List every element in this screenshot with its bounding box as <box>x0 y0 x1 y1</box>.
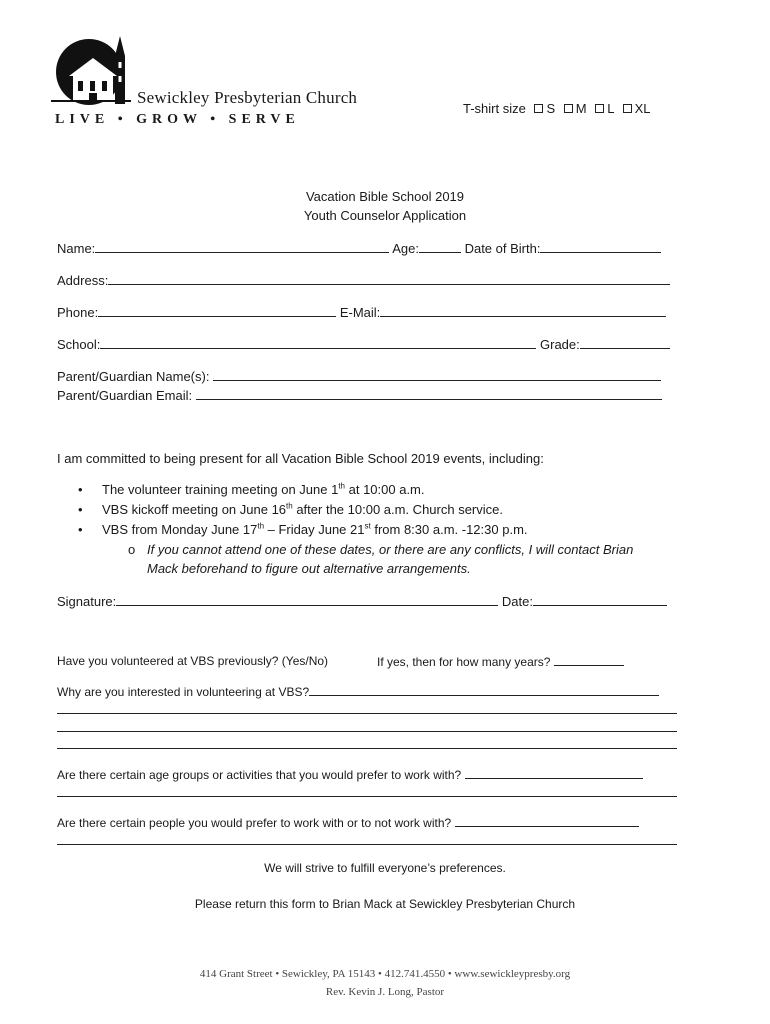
bullet-icon: • <box>78 502 83 517</box>
age-label: Age: <box>392 241 419 256</box>
name-label: Name: <box>57 241 96 256</box>
footer-pastor: Rev. Kevin J. Long, Pastor <box>325 986 445 998</box>
subnote-line: Mack beforehand to figure out alternative arrangements. <box>147 561 471 576</box>
guardian-names-row <box>57 368 661 385</box>
signature-date-label: Date: <box>501 594 533 609</box>
bullet-text: VBS from Monday June 17 <box>102 522 258 537</box>
school-row <box>57 336 670 353</box>
tshirt-xl-label: XL <box>634 101 651 116</box>
signature-date-field[interactable] <box>533 593 667 606</box>
dob-label: Date of Birth: <box>464 241 541 256</box>
bullet-icon: • <box>78 522 83 537</box>
bullet-text: – Friday June 21 <box>264 522 365 537</box>
address-label: Address: <box>57 273 109 288</box>
phone-row <box>57 304 666 321</box>
age-groups-label: Are there certain age groups or activities that you would prefer to work with? <box>57 768 462 782</box>
name-row <box>57 240 661 257</box>
church-motto: LIVE • GROW • SERVE <box>55 112 300 127</box>
bullet-text: The volunteer training meeting on June 1 <box>102 482 339 497</box>
guardian-email-field[interactable] <box>196 387 662 400</box>
grade-label: Grade: <box>540 337 580 352</box>
guardian-names-field[interactable] <box>213 368 661 381</box>
people-answer-line[interactable] <box>57 844 677 845</box>
bullet-text: at 10:00 a.m. <box>345 482 425 497</box>
age-field[interactable] <box>419 240 461 253</box>
church-logo-icon <box>49 36 134 106</box>
tshirt-s-label: S <box>546 101 556 116</box>
subnote-line: If you cannot attend one of these dates, or there are any conflicts, I will contact Brian <box>147 542 634 557</box>
bullet-sup: st <box>364 521 371 531</box>
people-field[interactable] <box>455 815 639 827</box>
age-groups-answer-line[interactable] <box>57 796 677 797</box>
tshirt-size-label: T-shirt size <box>463 101 526 116</box>
guardian-names-label: Parent/Guardian Name(s): <box>57 369 210 384</box>
tshirt-xl-checkbox[interactable] <box>623 104 632 113</box>
commitment-subnote <box>128 540 633 578</box>
commitment-list <box>78 481 528 541</box>
phone-label: Phone: <box>57 305 99 320</box>
sub-bullet-icon: o <box>128 542 136 557</box>
age-groups-row <box>57 767 643 782</box>
people-row <box>57 815 639 830</box>
address-row <box>57 272 670 289</box>
signature-row <box>57 593 667 610</box>
commitment-intro: I am committed to being present for all Vacation Bible School 2019 events, including: <box>57 451 544 466</box>
name-field[interactable] <box>95 240 389 253</box>
why-answer-line[interactable] <box>57 713 677 714</box>
dob-field[interactable] <box>540 240 661 253</box>
guardian-email-row <box>57 387 662 404</box>
church-logo <box>49 36 134 106</box>
list-item <box>78 521 528 541</box>
why-row <box>57 684 659 699</box>
volunteered-question: Have you volunteered at VBS previously? (Yes/No) <box>57 654 329 668</box>
signature-label: Signature: <box>57 594 117 609</box>
address-field[interactable] <box>108 272 670 285</box>
how-many-label: If yes, then for how many years? <box>377 655 551 669</box>
how-many-field[interactable] <box>554 654 624 666</box>
tshirt-l-checkbox[interactable] <box>595 104 604 113</box>
bullet-text: VBS kickoff meeting on June 16 <box>102 502 287 517</box>
bullet-icon: • <box>78 482 83 497</box>
church-name: Sewickley Presbyterian Church <box>137 88 358 107</box>
guardian-email-label: Parent/Guardian Email: <box>57 388 193 403</box>
tshirt-size-row <box>463 101 651 117</box>
tshirt-m-label: M <box>575 101 587 116</box>
bullet-text: from 8:30 a.m. -12:30 p.m. <box>370 522 528 537</box>
bullet-text: after the 10:00 a.m. Church service. <box>292 502 503 517</box>
why-field[interactable] <box>309 684 659 696</box>
school-label: School: <box>57 337 101 352</box>
email-field[interactable] <box>380 304 666 317</box>
why-answer-line[interactable] <box>57 731 677 732</box>
how-many-row <box>377 654 624 669</box>
form-title: Vacation Bible School 2019 <box>305 189 465 204</box>
why-label: Why are you interested in volunteering at VBS? <box>57 685 310 699</box>
footer-address: 414 Grant Street • Sewickley, PA 15143 • 412.741.4550 • www.sewickleypresby.org <box>199 968 571 980</box>
people-label: Are there certain people you would prefer to work with or to not work with? <box>57 816 452 830</box>
preferences-note: We will strive to fulfill everyone’s preferences. <box>264 861 506 875</box>
tshirt-l-label: L <box>607 101 614 116</box>
bullet-sup: th <box>338 481 345 491</box>
email-label: E-Mail: <box>339 305 381 320</box>
bullet-sup: th <box>286 501 293 511</box>
form-subtitle: Youth Counselor Application <box>303 208 467 223</box>
tshirt-s-checkbox[interactable] <box>534 104 543 113</box>
phone-field[interactable] <box>98 304 336 317</box>
return-note: Please return this form to Brian Mack at Sewickley Presbyterian Church <box>194 897 576 911</box>
signature-field[interactable] <box>116 593 498 606</box>
school-field[interactable] <box>100 336 536 349</box>
age-groups-field[interactable] <box>465 767 643 779</box>
why-answer-line[interactable] <box>57 748 677 749</box>
grade-field[interactable] <box>580 336 670 349</box>
list-item <box>78 501 528 521</box>
tshirt-m-checkbox[interactable] <box>564 104 573 113</box>
bullet-sup: th <box>257 521 265 531</box>
list-item <box>78 481 528 501</box>
